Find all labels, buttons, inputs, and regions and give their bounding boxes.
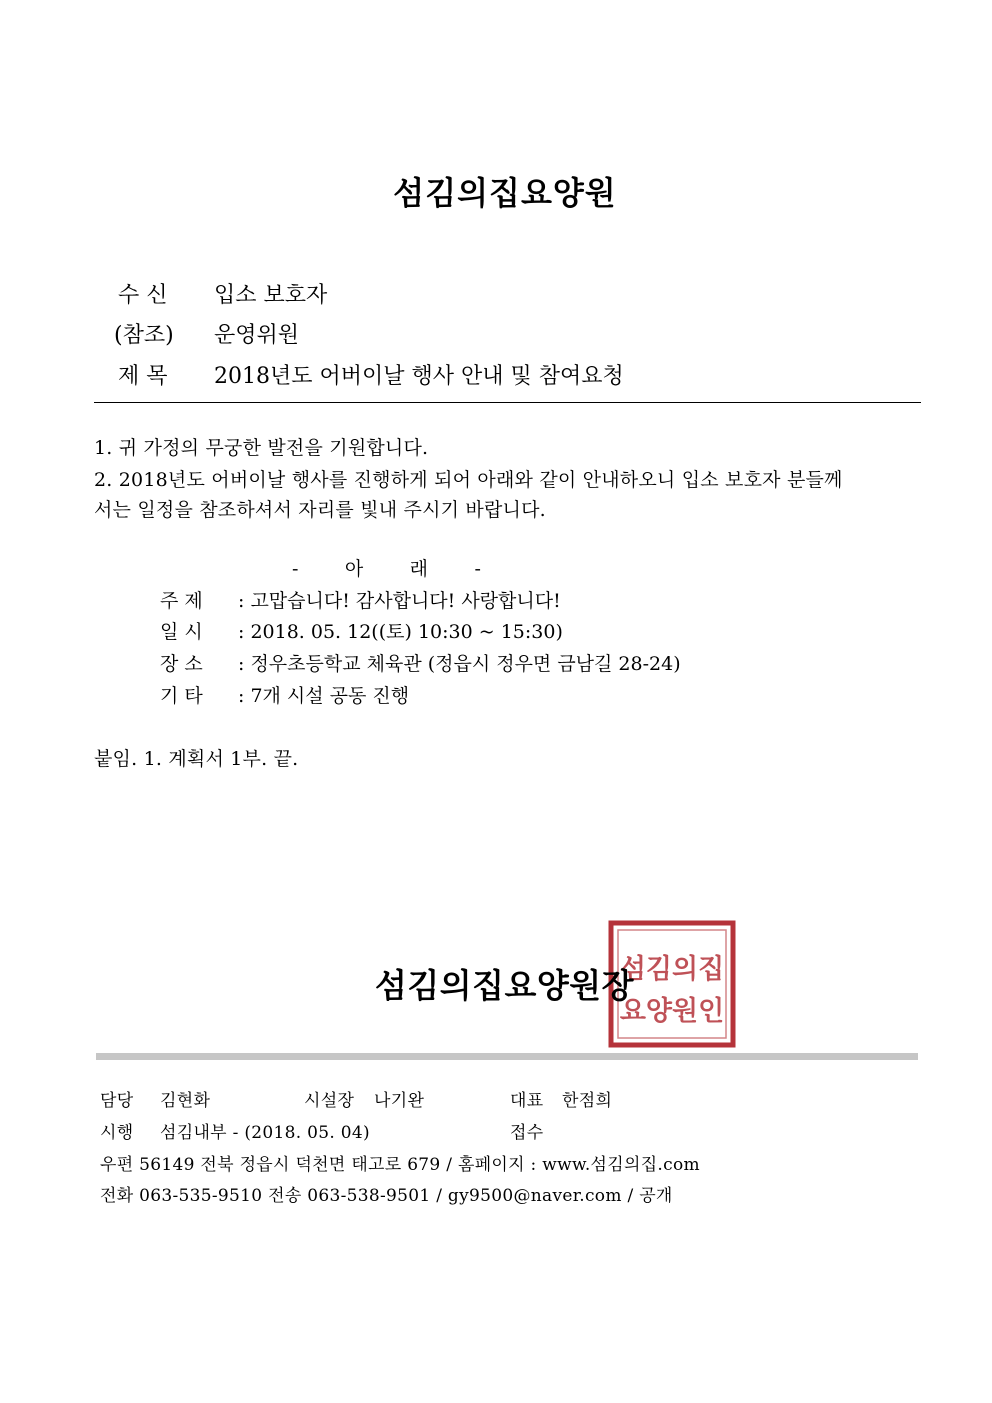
header-value: 입소 보호자: [214, 283, 328, 308]
footer-address: 우편 56149 전북 정읍시 덕천면 태고로 679 / 홈페이지 : www.섬김의집.com: [100, 1155, 700, 1175]
item-datetime: [160, 617, 563, 644]
item-other: [160, 681, 409, 708]
item-value: : 고맙습니다! 감사합니다! 사랑합니다!: [238, 590, 561, 612]
seal-line: 섬김의집: [619, 954, 725, 985]
item-label: 기 타: [160, 685, 203, 707]
item-value: : 정우초등학교 체육관 (정읍시 정우면 금남길 28-24): [238, 653, 681, 675]
paragraph-1: 1. 귀 가정의 무궁한 발전을 기원합니다.: [94, 437, 429, 459]
footer-value: 한점희: [562, 1091, 613, 1111]
footer-contact: 전화 063-535-9510 전송 063-538-9501 / gy9500@naver.com / 공개: [100, 1186, 673, 1206]
footer-label: 시행: [100, 1123, 134, 1143]
document-title: 섬김의집요양원: [393, 174, 617, 212]
header-reference: [114, 318, 299, 349]
footer-divider: [96, 1053, 918, 1060]
paragraph-2: 2. 2018년도 어버이날 행사를 진행하게 되어 아래와 같이 안내하오니 입소 보호자 분들께: [94, 469, 843, 491]
footer-row-staff: [100, 1086, 133, 1111]
item-location: [160, 649, 681, 676]
item-label: 일 시: [160, 621, 203, 643]
footer-value: 섬김내부 - (2018. 05. 04): [160, 1123, 370, 1143]
footer-label: 접수: [510, 1123, 544, 1143]
signature: 섬김의집요양원장: [375, 966, 635, 1005]
item-label: 주 제: [160, 590, 203, 612]
item-label: 장 소: [160, 653, 203, 675]
header-subject: [118, 359, 624, 390]
header-divider: [94, 402, 921, 403]
footer-value: 김현화: [160, 1091, 211, 1111]
header-value: 운영위원: [214, 323, 300, 348]
seal-line: 요양원인: [619, 996, 725, 1027]
item-theme: [160, 586, 561, 613]
item-value: : 2018. 05. 12((토) 10:30 ~ 15:30): [238, 621, 563, 643]
footer-label: 대표: [510, 1091, 544, 1111]
notice-heading: - 아 래 -: [292, 558, 482, 580]
footer-value: 나기완: [374, 1091, 425, 1111]
header-label: (참조): [114, 323, 174, 348]
footer-label: 시설장: [304, 1091, 355, 1111]
header-value: 2018년도 어버이날 행사 안내 및 참여요청: [214, 364, 624, 389]
header-label: 제 목: [118, 364, 168, 389]
header-label: 수 신: [118, 283, 168, 308]
item-value: : 7개 시설 공동 진행: [238, 685, 410, 707]
attachment-note: 붙임. 1. 계획서 1부. 끝.: [94, 748, 299, 770]
header-recipient: [118, 278, 327, 309]
footer-label: 담당: [100, 1091, 134, 1111]
paragraph-3: 서는 일정을 참조하셔서 자리를 빛내 주시기 바랍니다.: [94, 499, 546, 521]
